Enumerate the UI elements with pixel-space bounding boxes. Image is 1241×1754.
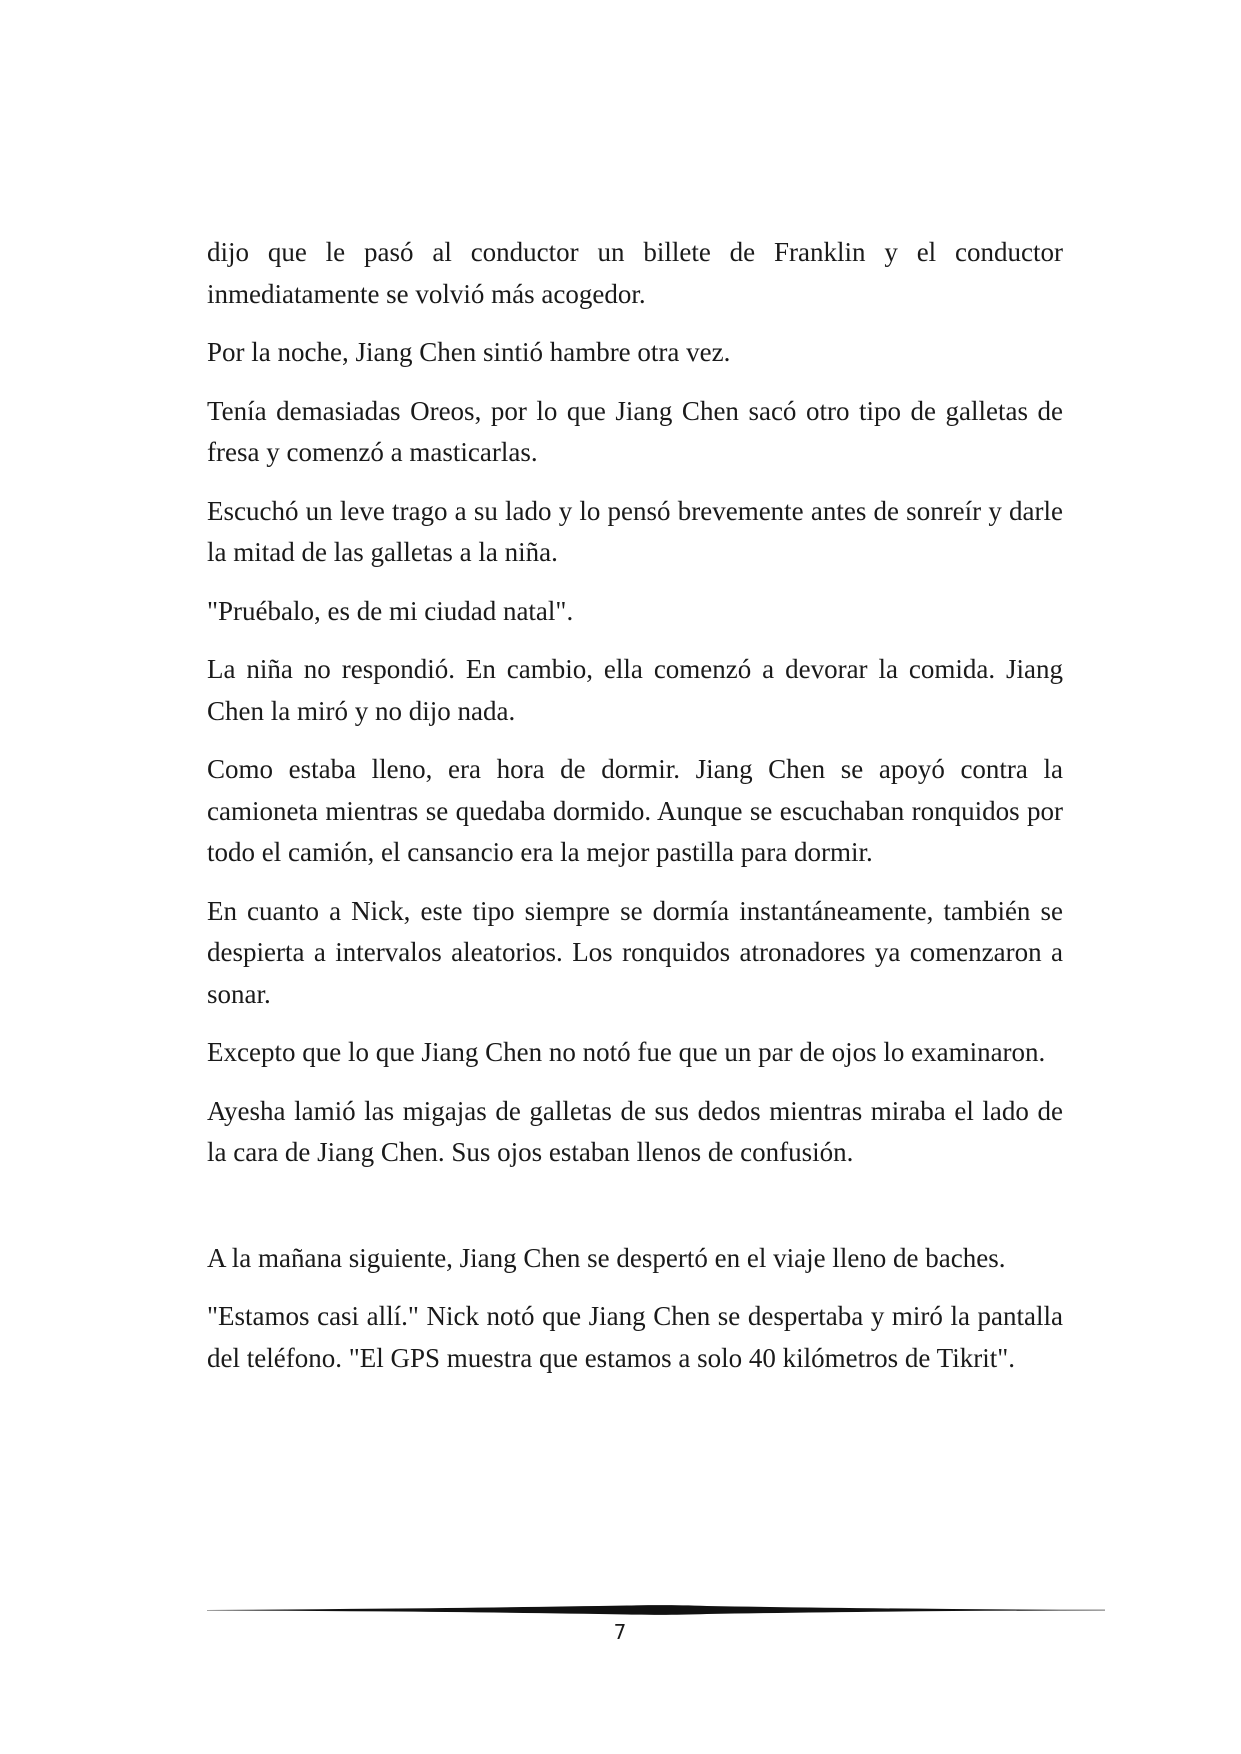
paragraph-9: Excepto que lo que Jiang Chen no notó fue que un par de ojos lo examinaron. xyxy=(207,1037,1046,1067)
paragraph-3: Tenía demasiadas Oreos, por lo que Jiang Chen sacó otro tipo de galletas de fresa y comenzó a masticarlas. xyxy=(207,395,1063,467)
paragraph-11: A la mañana siguiente, Jiang Chen se despertó en el viaje lleno de baches. xyxy=(207,1242,1006,1273)
paragraph-1: dijo que le pasó al conductor un billete de Franklin y el conductor inmediatamente se volvió más acogedor. xyxy=(207,237,1063,309)
paragraph-4: Escuchó un leve trago a su lado y lo pensó brevemente antes de sonreír y darle la mitad de las galletas a la niña. xyxy=(207,495,1063,567)
paragraph-7: Como estaba lleno, era hora de dormir. Jiang Chen se apoyó contra la camioneta mientras se quedaba dormido. Aunque se escuchaban ronquidos por todo el camión, el cansancio era la mejor pastilla para dormir. xyxy=(207,754,1063,867)
paragraph-6: La niña no respondió. En cambio, ella comenzó a devorar la comida. Jiang Chen la miró y no dijo nada. xyxy=(207,654,1063,726)
paragraph-10: Ayesha lamió las migajas de galletas de sus dedos mientras miraba el lado de la cara de Jiang Chen. Sus ojos estaban llenos de confusión. xyxy=(207,1095,1063,1167)
paragraph-12: "Estamos casi allí." Nick notó que Jiang Chen se despertaba y miró la pantalla del teléfono. "El GPS muestra que estamos a solo 40 kilómetros de Tikrit". xyxy=(207,1301,1063,1373)
chapter-text xyxy=(207,232,1063,1396)
paragraph-8: En cuanto a Nick, este tipo siempre se dormía instantáneamente, también se despierta a intervalos aleatorios. Los ronquidos atronadores ya comenzaron a sonar. xyxy=(207,895,1063,1009)
footer-rule xyxy=(207,1603,1105,1617)
page-number: 7 xyxy=(613,1620,627,1644)
paragraph-5: "Pruébalo, es de mi ciudad natal". xyxy=(207,595,574,626)
paragraph-2: Por la noche, Jiang Chen sintió hambre otra vez. xyxy=(207,337,731,367)
